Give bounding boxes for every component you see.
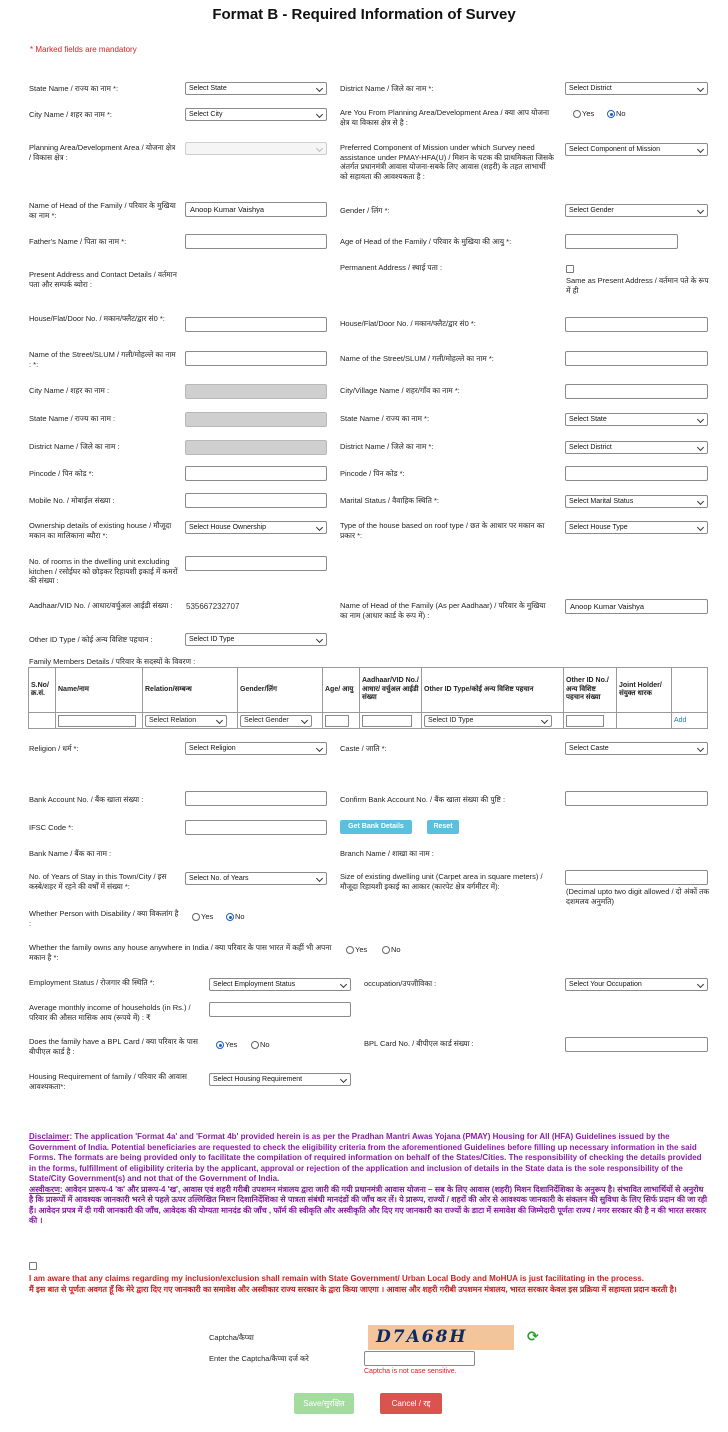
component-select[interactable]: Select Component of Mission: [565, 143, 708, 156]
income-label: Average monthly income of households (in Rs.) / परिवार की औसत मासिक आय (रूपये में) : ₹: [29, 1003, 191, 1022]
relation-cell: [143, 713, 238, 729]
mobile-label: Mobile No. / मोबाईल संख्या :: [29, 496, 115, 505]
district-label-present: District Name / जिले का नाम :: [29, 442, 120, 451]
col-other-id-no: Other ID No./अन्य विशिष्ट पहचान संख्या: [564, 668, 617, 713]
col-action: [672, 668, 708, 713]
stay-years-select[interactable]: Select No. of Years: [185, 872, 327, 885]
housing-req-select[interactable]: Select Housing Requirement: [209, 1073, 351, 1086]
marital-label: Marital Status / वैवाहिक स्थिति *:: [340, 496, 439, 505]
house-no-label-present: House/Flat/Door No. / मकान/फ्लैट/द्वार सं0 *:: [29, 314, 165, 323]
table-row: [29, 713, 708, 729]
branch-name-label: Branch Name / शाखा का नाम :: [340, 849, 434, 858]
city-input-present: [185, 384, 327, 399]
same-as-present-label: Same as Present Address / वर्तमान पते के रूप में ही: [566, 276, 709, 295]
disclaimer-text-hi: : आवेदन प्रारूप-4 'क' और प्रारूप-4 'ख', आवास एवं शहरी गरीबी उपशमन मंत्रालय द्वारा जारी की गयी प्रधानमंत्री आवास योजना – सब के लिए आवास (शहरी) मिशन दिशानिर्देशिका के अनुरूप है। संभावित लाभार्थियों से अनुरोध है कि प्रारूपों में आवश्यक जानकारी भरने से पहले ऊपर उल्लिखित मिशन दिशानिर्देशिका से पात्रता संबंधी मानदंडों की जाँच कर लें। ये प्रारूप, राज्यों / शहरों की ओर से आवश्यक जानकारी के संकलन की सुविधा के लिए सिर्फ प्रदान की जा रही हैं। आवेदन प्रपत्र में दी गयी जानकारी की जाँच, आवेदक की योग्यता मानदंड की जाँच , फॉर्म की स्वीकृति और अस्वीकृति और दिए गए जानकारी का राज्यों के डाटा में समावेश की जिम्मेदारी पूर्णतः राज्य / नगर सरकार की है न की भारत सरकार की ।: [29, 1184, 708, 1225]
planning-from-label: Are You From Planning Area/Development Area / क्या आप योजना क्षेत्र या विकास क्षेत्र से है :: [340, 108, 550, 127]
awareness-block: [29, 1274, 709, 1295]
col-age: Age/ आयु: [323, 668, 360, 713]
other-id-select[interactable]: Select ID Type: [185, 633, 327, 646]
member-id-type-select[interactable]: Select ID Type: [424, 715, 552, 727]
pincode-label-permanent: Pincode / पिन कोड *:: [340, 469, 405, 478]
awareness-text-hi: मैं इस बात से पूर्णतः अवगत हूँ कि मेरे द्वारा दिए गए जानकारी का समावेश और अस्वीकार राज्य सरकार के द्वारा किया जाएगा । आवास और शहरी गरीबी उपशमन मंत्रालय, भारत सरकार केवल इस प्रक्रिया में सहायता प्रदान करती है।: [29, 1284, 677, 1294]
enter-captcha-label: Enter the Captcha/कैप्चा दर्ज करे: [209, 1354, 309, 1363]
family-members-heading: Family Members Details / परिवार के सदस्यों के विवरण :: [29, 657, 196, 666]
awareness-checkbox[interactable]: [29, 1262, 37, 1270]
state-select-permanent[interactable]: Select State: [565, 413, 708, 426]
state-label-present: State Name / राज्य का नाम :: [29, 414, 116, 423]
street-input-present[interactable]: [185, 351, 327, 366]
occupation-label: occupation/उपजीविका :: [364, 979, 437, 988]
owns-house-yes-radio[interactable]: [346, 946, 354, 954]
member-relation-select[interactable]: Select Relation: [145, 715, 227, 727]
house-type-select[interactable]: Select House Type: [565, 521, 708, 534]
col-other-id-type: Other ID Type/कोई अन्य विशिष्ट पहचान: [422, 668, 564, 713]
col-relation: Relation/सम्बन्ध: [143, 668, 238, 713]
owns-house-no-radio[interactable]: [382, 946, 390, 954]
disability-label: Whether Person with Disability / क्या विकलांग है :: [29, 909, 179, 928]
city-label-present: City Name / शहर का नाम :: [29, 386, 110, 395]
ownership-label: Ownership details of existing house / मौजूदा मकान का मालिकाना ब्यौरा *:: [29, 521, 172, 540]
planning-no-radio[interactable]: [607, 110, 615, 118]
disability-no-label: No: [235, 912, 245, 921]
page-title: Format B - Required Information of Survey: [212, 6, 516, 23]
rooms-input[interactable]: [185, 556, 327, 571]
planning-yes-label: Yes: [582, 109, 595, 118]
bpl-no-label-text: BPL Card No. / बीपीएल कार्ड संख्या :: [364, 1039, 474, 1048]
disclaimer-block: [29, 1132, 709, 1227]
permanent-address-heading: Permanent Address / स्थाई पता :: [340, 263, 443, 272]
captcha-input[interactable]: [364, 1351, 475, 1366]
employment-label: Employment Status / रोजगार की स्थिति *:: [29, 978, 155, 987]
father-input[interactable]: [185, 234, 327, 249]
col-joint-holder: Joint Holder/संयुक्त धारक: [617, 668, 672, 713]
disclaimer-text-en: : The application 'Format 4a' and 'Format 4b' provided herein is as per the Pradhan Mantri Awas Yojana (PMAY) Housing for All (HFA) Guidelines issued by the Government of India. Potential beneficiaries are requested to check the eligibility criteria from the aforementioned Guidelines before filling up necessary information in the said Forms. The formats are being provided only to facilitate the compilation of required information on behalf of the States/Cities. The responsibility of checking the details provided in the forms, fulfillment of eligibility criteria by the applicant, approval or rejection of the application and inclusion of details in the State data is the sole responsibility of the State/City Government(s) and not that of the Government of India.: [29, 1132, 702, 1183]
disability-no-radio[interactable]: [226, 913, 234, 921]
marital-select[interactable]: Select Marital Status: [565, 495, 708, 508]
bpl-no-radio[interactable]: [251, 1041, 259, 1049]
id-no-cell: [564, 713, 617, 729]
aadhaar-value: 535667232707: [186, 602, 240, 611]
employment-select[interactable]: Select Employment Status: [209, 978, 351, 991]
planning-no-label: No: [616, 109, 626, 118]
confirm-bank-input[interactable]: [565, 791, 708, 806]
cancel-button[interactable]: Cancel / रद्द: [380, 1393, 442, 1414]
head-aadhaar-input[interactable]: Anoop Kumar Vaishya: [565, 599, 708, 614]
member-id-no-input[interactable]: [566, 715, 604, 727]
head-aadhaar-label: Name of Head of the Family (As per Aadhaar) / परिवार के मुखिया का नाम (आधार कार्ड के रूप में) :: [340, 601, 546, 620]
member-name-input[interactable]: [58, 715, 136, 727]
save-button[interactable]: Save/सुरक्षित: [294, 1393, 354, 1414]
city-village-label: City/Village Name / शहर/गाँव का नाम *:: [340, 386, 460, 395]
state-input-present: [185, 412, 327, 427]
ifsc-label: IFSC Code *:: [29, 823, 74, 832]
dwelling-size-label: Size of existing dwelling unit (Carpet area in square meters) / मौजूदा रिहायशी इकाई का आकार (कारपेट क्षेत्र वर्गमीटर में):: [340, 872, 543, 891]
owns-house-no-label: No: [391, 945, 401, 954]
family-members-table: [28, 667, 708, 729]
sno-cell: [29, 713, 56, 729]
reset-button[interactable]: Reset: [427, 820, 459, 834]
refresh-icon[interactable]: ⟳: [527, 1328, 539, 1344]
city-select[interactable]: Select City: [185, 108, 327, 121]
captcha-text: D7A68H: [376, 1327, 468, 1347]
street-input-permanent[interactable]: [565, 351, 708, 366]
disability-yes-label: Yes: [201, 912, 214, 921]
bpl-yes-label: Yes: [225, 1040, 238, 1049]
gender-cell: [238, 713, 323, 729]
preferred-component-label: Preferred Component of Mission under which Survey need assistance under PMAY-HFA(U) / मिशन के घटक की प्राथमिकता जिसके अंतर्गत प्रधानमंत्री आवास योजना-सबके लिए आवास (शहरी) के तहत लाभार्थी को सहायता की आवश्यकता है :: [340, 143, 554, 181]
joint-holder-cell: [617, 713, 672, 729]
ownership-select[interactable]: Select House Ownership: [185, 521, 327, 534]
decimal-note: (Decimal upto two digit allowed / दो अंकों तक दशमलव अनुमति): [566, 887, 710, 906]
rooms-label: No. of rooms in the dwelling unit excluding kitchen / रसोईघर को छोड़कर रिहायशी इकाई में कमरों की संख्या :: [29, 557, 178, 585]
bank-account-label: Bank Account No. / बैंक खाता संख्या :: [29, 795, 144, 804]
awareness-text-en: I am aware that any claims regarding my inclusion/exclusion shall remain with State Government/ Urban Local Body and MoHUA is just facilitating in the process.: [29, 1274, 644, 1283]
col-name: Name/नाम: [56, 668, 143, 713]
mobile-input[interactable]: [185, 493, 327, 508]
state-label: State Name / राज्य का नाम *:: [29, 84, 119, 93]
present-address-heading: Present Address and Contact Details / वर्तमान पता और सम्पर्क ब्योरा :: [29, 270, 177, 289]
gender-label: Gender / लिंग *:: [340, 206, 390, 215]
district-select-permanent[interactable]: Select District: [565, 441, 708, 454]
disclaimer-label-hi: अस्वीकरण: [29, 1184, 60, 1194]
caste-select[interactable]: Select Caste: [565, 742, 708, 755]
pincode-input-permanent[interactable]: [565, 466, 708, 481]
district-input-present: [185, 440, 327, 455]
bank-name-label: Bank Name / बैंक का नाम :: [29, 849, 112, 858]
member-gender-select[interactable]: Select Gender: [240, 715, 312, 727]
district-label-permanent: District Name / जिले का नाम *:: [340, 442, 434, 451]
house-no-input-permanent[interactable]: [565, 317, 708, 332]
member-aadhaar-input[interactable]: [362, 715, 412, 727]
col-sno: S.No/ क्र.सं.: [29, 668, 56, 713]
district-select[interactable]: Select District: [565, 82, 708, 95]
col-gender: Gender/लिंग: [238, 668, 323, 713]
bpl-card-label: Does the family have a BPL Card / क्या परिवार के पास बीपीएल कार्ड है :: [29, 1037, 198, 1056]
dwelling-size-input[interactable]: [565, 870, 708, 885]
pincode-input-present[interactable]: [185, 466, 327, 481]
father-label: Father's Name / पिता का नाम *:: [29, 237, 127, 246]
age-input[interactable]: [565, 234, 678, 249]
planning-yes-radio[interactable]: [573, 110, 581, 118]
age-cell: [323, 713, 360, 729]
house-type-label: Type of the house based on roof type / छत के आधार पर मकान का प्रकार *:: [340, 521, 545, 540]
disability-yes-radio[interactable]: [192, 913, 200, 921]
captcha-label: Captcha/कैप्चा: [209, 1333, 254, 1342]
pincode-label-present: Pincode / पिन कोड *:: [29, 469, 94, 478]
bpl-no-input[interactable]: [565, 1037, 708, 1052]
gender-select[interactable]: Select Gender: [565, 204, 708, 217]
other-id-label: Other ID Type / कोई अन्य विशिष्ट पहचान :: [29, 635, 153, 644]
planning-area-label: Planning Area/Development Area / योजना क्षेत्र / विकास क्षेत्र :: [29, 143, 176, 162]
owns-house-yes-label: Yes: [355, 945, 368, 954]
id-type-cell: [422, 713, 564, 729]
add-link[interactable]: Add: [672, 713, 708, 729]
aadhaar-label: Aadhaar/VID No. / आधार/वर्चुअल आईडी संख्या :: [29, 601, 173, 610]
street-label-present: Name of the Street/SLUM / गली/मोहल्ले का नाम : *:: [29, 350, 176, 369]
age-label: Age of Head of the Family / परिवार के मुखिया की आयु *:: [340, 237, 512, 246]
aadhaar-cell: [360, 713, 422, 729]
state-select[interactable]: Select State: [185, 82, 327, 95]
get-bank-details-button[interactable]: Get Bank Details: [340, 820, 412, 834]
street-label-permanent: Name of the Street/SLUM / गली/मोहल्ले का नाम *:: [340, 354, 494, 363]
table-header-row: [29, 668, 708, 713]
col-aadhaar: Aadhaar/VID No./ आधार/ वर्चुअल आईडी संख्या: [360, 668, 422, 713]
member-age-input[interactable]: [325, 715, 349, 727]
religion-label: Religion / धर्म *:: [29, 744, 79, 753]
income-input[interactable]: [209, 1002, 351, 1017]
stay-years-label: No. of Years of Stay in this Town/City / इस कस्बे/शहर में रहने की वर्षों में संख्या *:: [29, 872, 167, 891]
bank-account-input[interactable]: [185, 791, 327, 806]
head-name-label: Name of Head of the Family / परिवार के मुखिया का नाम *:: [29, 201, 176, 220]
occupation-select[interactable]: Select Your Occupation: [565, 978, 708, 991]
house-no-input-present[interactable]: [185, 317, 327, 332]
bpl-yes-radio[interactable]: [216, 1041, 224, 1049]
head-name-input[interactable]: Anoop Kumar Vaishya: [185, 202, 327, 217]
housing-req-label: Housing Requirement of family / परिवार की आवास आवश्यकता*:: [29, 1072, 187, 1091]
caste-label: Caste / जाति *:: [340, 744, 387, 753]
captcha-note: Captcha is not case sensitive.: [364, 1368, 457, 1375]
state-label-permanent: State Name / राज्य का नाम *:: [340, 414, 430, 423]
disclaimer-label: Disclaimer: [29, 1132, 70, 1141]
city-village-input[interactable]: [565, 384, 708, 399]
planning-area-select[interactable]: [185, 142, 327, 155]
ifsc-input[interactable]: [185, 820, 327, 835]
bpl-no-label: No: [260, 1040, 270, 1049]
same-as-present-checkbox[interactable]: [566, 265, 574, 273]
house-no-label-permanent: House/Flat/Door No. / मकान/फ्लैट/द्वार सं0 *:: [340, 319, 476, 328]
city-label: City Name / शहर का नाम *:: [29, 110, 112, 119]
district-label: District Name / जिले का नाम *:: [340, 84, 434, 93]
mandatory-note: * Marked fields are mandatory: [30, 45, 137, 54]
name-cell: [56, 713, 143, 729]
confirm-bank-label: Confirm Bank Account No. / बैंक खाता संख्या की पुष्टि :: [340, 795, 506, 804]
religion-select[interactable]: Select Religion: [185, 742, 327, 755]
owns-house-label: Whether the family owns any house anywhere in India / क्या परिवार के पास भारत में कहीं भी अपना मकान है *:: [29, 943, 332, 962]
